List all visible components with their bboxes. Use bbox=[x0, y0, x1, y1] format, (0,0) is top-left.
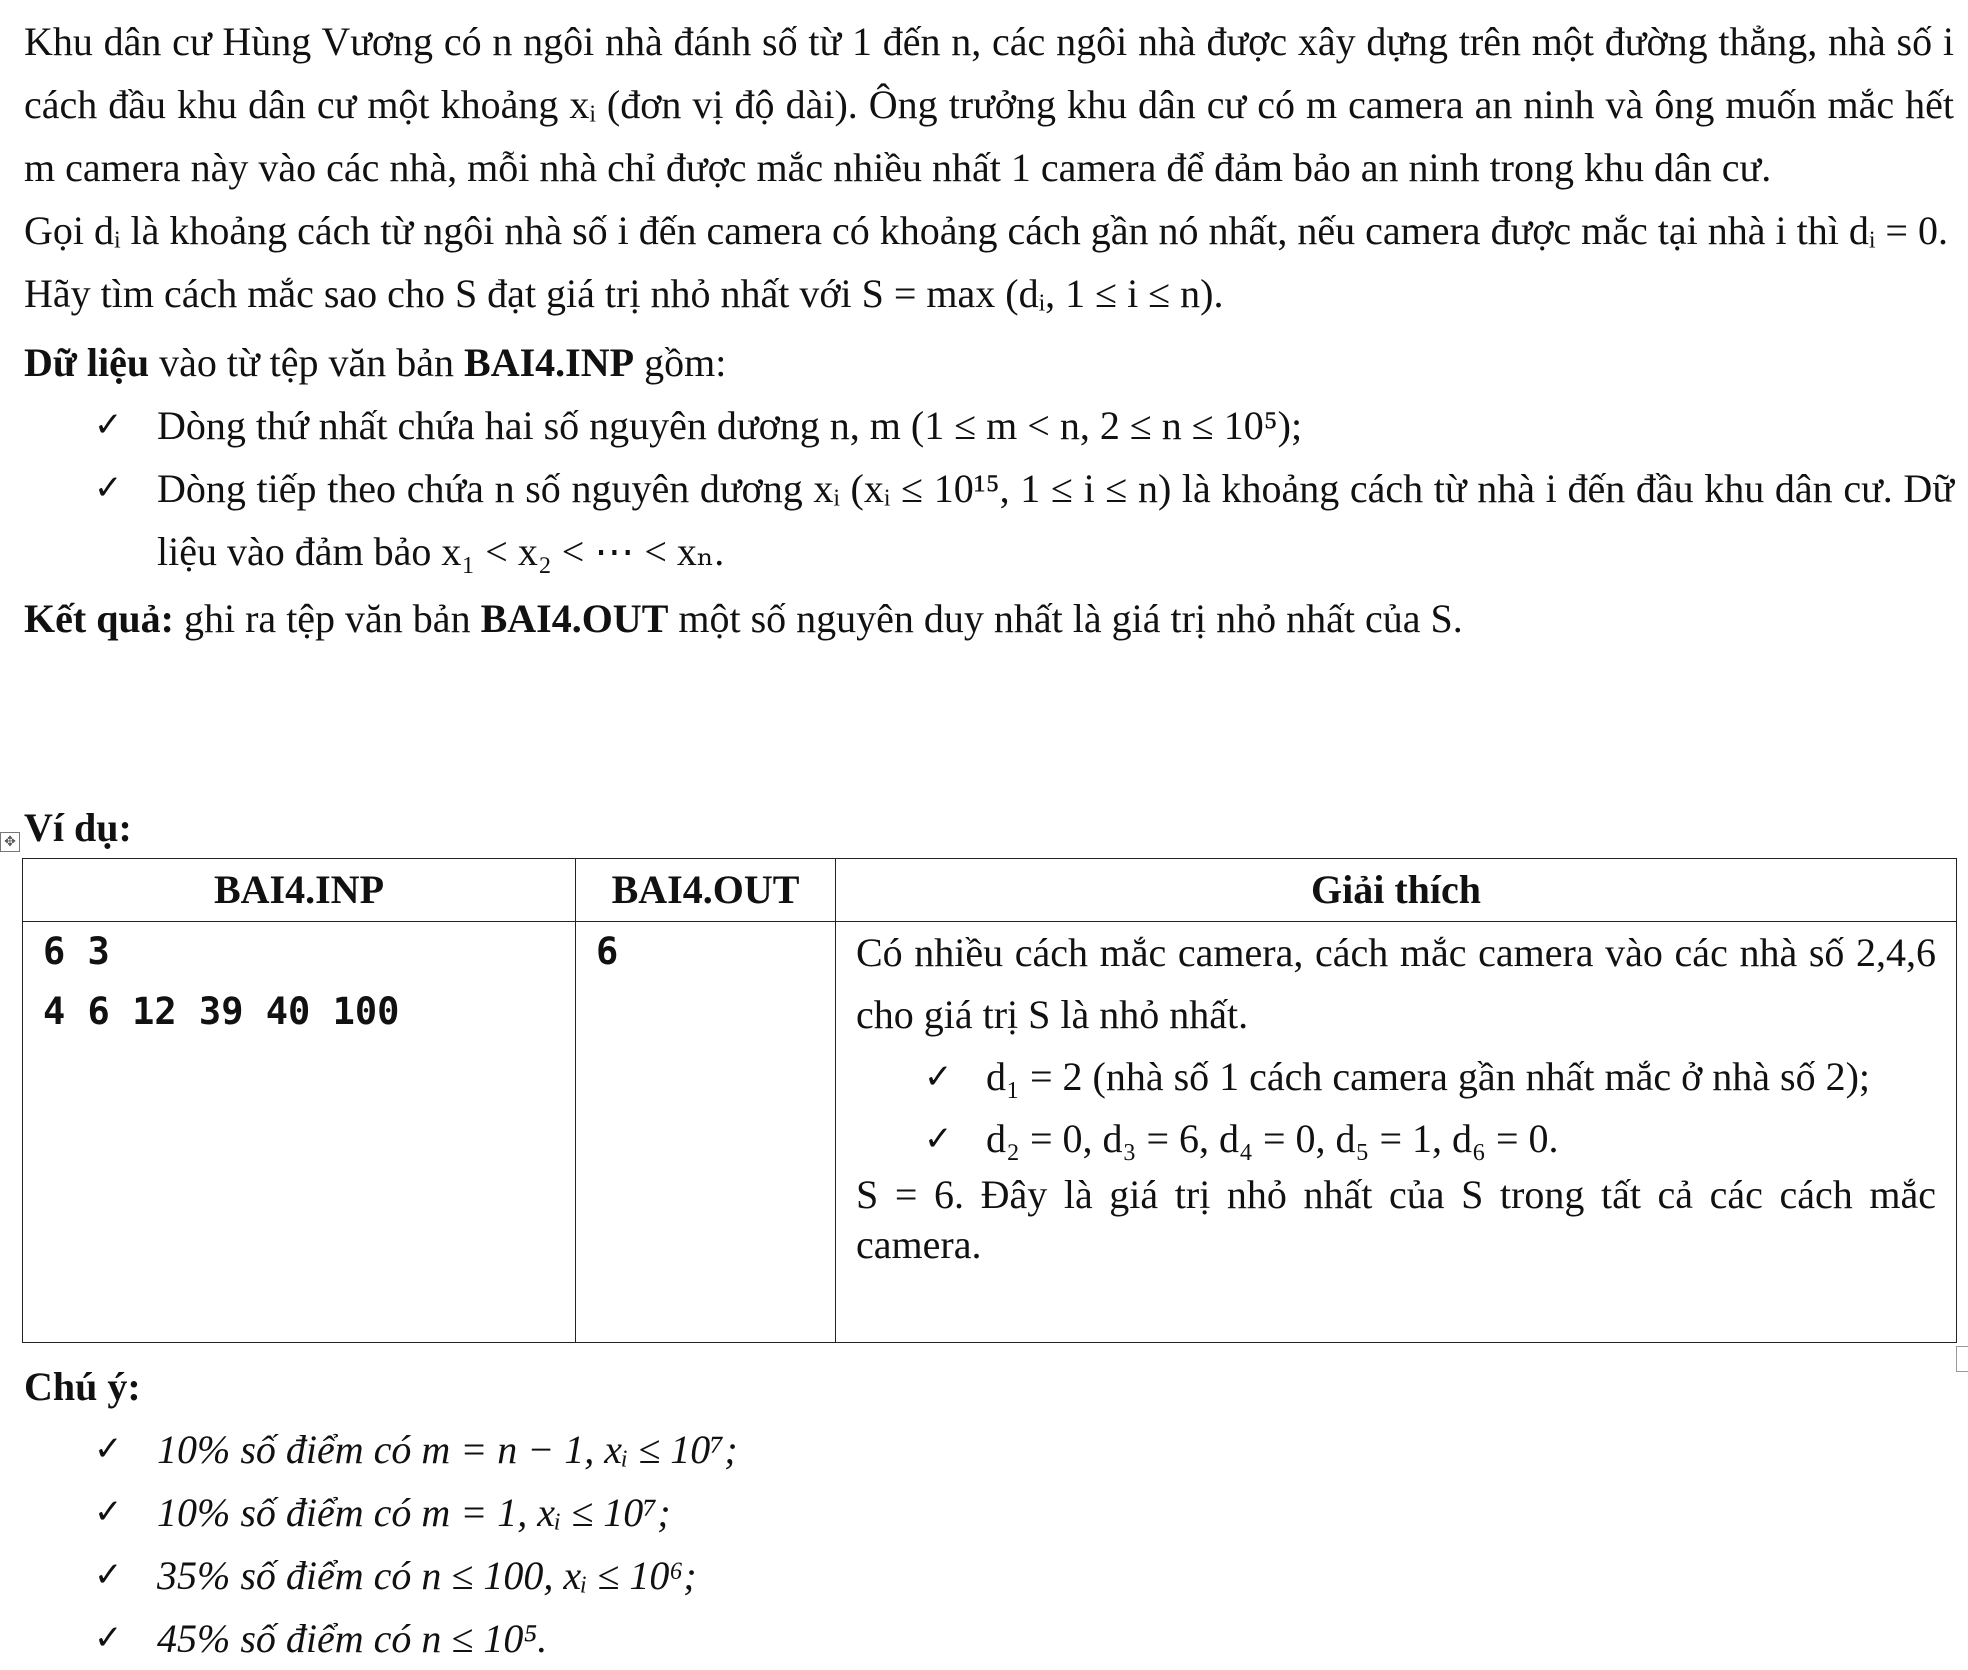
example-input-cell: 6 3 4 6 12 39 40 100 bbox=[23, 922, 576, 1343]
note-text: 45% số điểm có n ≤ 10⁵. bbox=[157, 1616, 548, 1661]
problem-paragraph-2: Gọi dᵢ là khoảng cách từ ngôi nhà số i đến camera có khoảng cách gần nó nhất, nếu camera được mắc tại nhà i thì dᵢ = 0. bbox=[24, 208, 1948, 253]
output-text-a: ghi ra tệp văn bản bbox=[174, 596, 481, 641]
note-item bbox=[24, 1418, 1954, 1481]
notes-title: Chú ý: bbox=[24, 1364, 141, 1409]
output-filename: BAI4.OUT bbox=[480, 596, 669, 641]
checkmark-icon: ✓ bbox=[94, 1555, 123, 1595]
problem-paragraph-1: Khu dân cư Hùng Vương có n ngôi nhà đánh số từ 1 đến n, các ngôi nhà được xây dựng trên một đường thẳng, nhà số i cách đầu khu dân cư một khoảng xᵢ (đơn vị độ dài). Ông trưởng khu dân cư có m camera an ninh và ông muốn mắc hết m camera này vào các nhà, mỗi nhà chỉ được mắc nhiều nhất 1 camera để đảm bảo an ninh trong khu dân cư. bbox=[24, 19, 1954, 190]
notes-list bbox=[24, 1418, 1954, 1670]
notes-section bbox=[24, 1355, 1954, 1670]
checkmark-icon: ✓ bbox=[94, 468, 123, 508]
input-format-item bbox=[24, 394, 1954, 457]
checkmark-icon: ✓ bbox=[94, 1492, 123, 1532]
input-intro-b: gồm: bbox=[634, 340, 727, 385]
note-item bbox=[24, 1607, 1954, 1670]
problem-paragraph-3: Hãy tìm cách mắc sao cho S đạt giá trị nhỏ nhất với S = max (dᵢ, 1 ≤ i ≤ n). bbox=[24, 271, 1224, 316]
explanation-item bbox=[856, 1108, 1936, 1170]
checkmark-icon: ✓ bbox=[94, 1429, 123, 1469]
explanation-intro: Có nhiều cách mắc camera, cách mắc camera vào các nhà số 2,4,6 cho giá trị S là nhỏ nhất. bbox=[856, 930, 1936, 1037]
explanation-item-text: d₁ = 2 (nhà số 1 cách camera gần nhất mắc ở nhà số 2); bbox=[986, 1054, 1871, 1099]
input-format-list bbox=[24, 394, 1954, 583]
table-header-row bbox=[23, 859, 1957, 922]
note-item bbox=[24, 1481, 1954, 1544]
checkmark-icon: ✓ bbox=[94, 405, 123, 445]
table-resize-handle[interactable] bbox=[1956, 1346, 1968, 1372]
note-text: 35% số điểm có n ≤ 100, xᵢ ≤ 10⁶; bbox=[157, 1553, 697, 1598]
output-text-b: một số nguyên duy nhất là giá trị nhỏ nhất của S. bbox=[668, 596, 1463, 641]
note-text: 10% số điểm có m = 1, xᵢ ≤ 10⁷; bbox=[157, 1490, 671, 1535]
problem-statement bbox=[24, 10, 1954, 650]
input-format-item bbox=[24, 457, 1954, 583]
note-text: 10% số điểm có m = n − 1, xᵢ ≤ 10⁷; bbox=[157, 1427, 738, 1472]
move-handle-icon[interactable]: ✥ bbox=[0, 832, 20, 852]
output-description bbox=[24, 587, 1954, 650]
input-format-text: Dòng thứ nhất chứa hai số nguyên dương n, m (1 ≤ m < n, 2 ≤ n ≤ 10⁵); bbox=[157, 403, 1303, 448]
example-output-cell: 6 bbox=[576, 922, 836, 1343]
input-description bbox=[24, 331, 1954, 394]
column-header-input: BAI4.INP bbox=[23, 859, 576, 922]
checkmark-icon: ✓ bbox=[924, 1119, 953, 1159]
table-row bbox=[23, 922, 1957, 1343]
input-intro-a: vào từ tệp văn bản bbox=[149, 340, 465, 385]
example-title: Ví dụ: bbox=[24, 805, 132, 850]
checkmark-icon: ✓ bbox=[94, 1618, 123, 1658]
input-format-text: Dòng tiếp theo chứa n số nguyên dương xᵢ (xᵢ ≤ 10¹⁵, 1 ≤ i ≤ n) là khoảng cách từ nhà i đến đầu khu dân cư. Dữ liệu vào đảm bảo x₁ < x₂ < ⋯ < xₙ. bbox=[157, 466, 1954, 574]
checkmark-icon: ✓ bbox=[924, 1057, 953, 1097]
explanation-item-text: d₂ = 0, d₃ = 6, d₄ = 0, d₅ = 1, d₆ = 0. bbox=[986, 1116, 1559, 1161]
output-label: Kết quả: bbox=[24, 596, 174, 641]
input-filename: BAI4.INP bbox=[464, 340, 635, 385]
column-header-output: BAI4.OUT bbox=[576, 859, 836, 922]
explanation-item bbox=[856, 1046, 1936, 1108]
explanation-list bbox=[856, 1046, 1936, 1170]
explanation-outro: S = 6. Đây là giá trị nhỏ nhất của S trong tất cả các cách mắc camera. bbox=[856, 1172, 1936, 1267]
input-label: Dữ liệu bbox=[24, 340, 150, 385]
note-item bbox=[24, 1544, 1954, 1607]
example-explanation-cell bbox=[836, 922, 1957, 1343]
column-header-explanation: Giải thích bbox=[836, 859, 1957, 922]
example-table bbox=[22, 858, 1957, 1343]
